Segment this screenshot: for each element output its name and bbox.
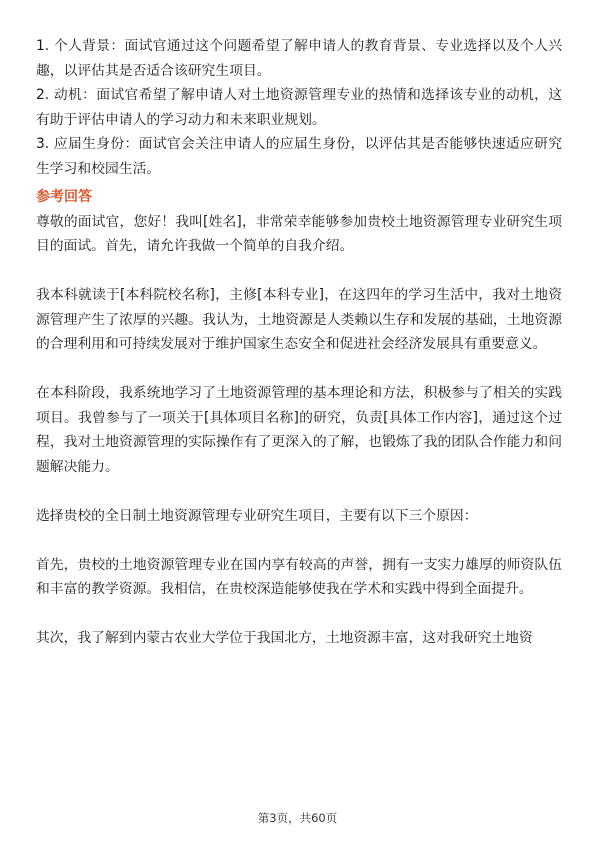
numbered-list (36, 34, 562, 181)
answer-paragraph-reasons-intro: 选择贵校的全日制土地资源管理专业研究生项目，主要有以下三个原因： (36, 507, 478, 524)
page-footer (0, 810, 595, 826)
answer-paragraph-background: 我本科就读于[本科院校名称]，主修[本科专业]，在这四年的学习生活中，我对土地资源管理产生了浓厚的兴趣。我认为，土地资源是人类赖以生存和发展的基础，土地资源的合理利用和可持续发展对于维护国家生态安全和促进社会经济发展具有重要意义。 (36, 287, 562, 352)
answer-heading: 参考回答 (36, 189, 92, 205)
paragraph-gap (36, 528, 562, 553)
numbered-point-1: 1. 个人背景：面试官通过这个问题希望了解申请人的教育背景、专业选择以及个人兴趣，以评估其是否适合该研究生项目。 (36, 38, 562, 79)
page-content (36, 34, 562, 651)
page-number-label: 第3页，共60页 (257, 811, 338, 825)
paragraph-gap (36, 259, 562, 284)
answer-paragraph-reason-second: 其次，我了解到内蒙古农业大学位于我国北方，土地资源丰富，这对我研究土地资 (36, 630, 533, 646)
paragraph-gap (36, 602, 562, 627)
answer-paragraph-undergrad: 在本科阶段，我系统地学习了土地资源管理的基本理论和方法，积极参与了相关的实践项目。我曾参与了一项关于[具体项目名称]的研究，负责[具体工作内容]，通过这个过程，我对土地资源管理的实际操作有了更深入的了解，也锻炼了我的团队合作能力和问题解决能力。 (36, 385, 562, 475)
paragraph-gap (36, 357, 562, 382)
paragraph-gap (36, 479, 562, 504)
numbered-point-3: 3. 应届生身份：面试官会关注申请人的应届生身份，以评估其是否能够快速适应研究生学习和校园生活。 (36, 136, 562, 177)
numbered-point-2: 2. 动机：面试官希望了解申请人对土地资源管理专业的热情和选择该专业的动机，这有助于评估申请人的学习动力和未来职业规划。 (36, 87, 562, 128)
answer-paragraph-greeting: 尊敬的面试官，您好！我叫[姓名]，非常荣幸能够参加贵校土地资源管理专业研究生项目的面试。首先，请允许我做一个简单的自我介绍。 (36, 213, 562, 254)
answer-paragraph-reason-first: 首先，贵校的土地资源管理专业在国内享有较高的声誉，拥有一支实力雄厚的师资队伍和丰富的教学资源。我相信，在贵校深造能够使我在学术和实践中得到全面提升。 (36, 556, 562, 597)
